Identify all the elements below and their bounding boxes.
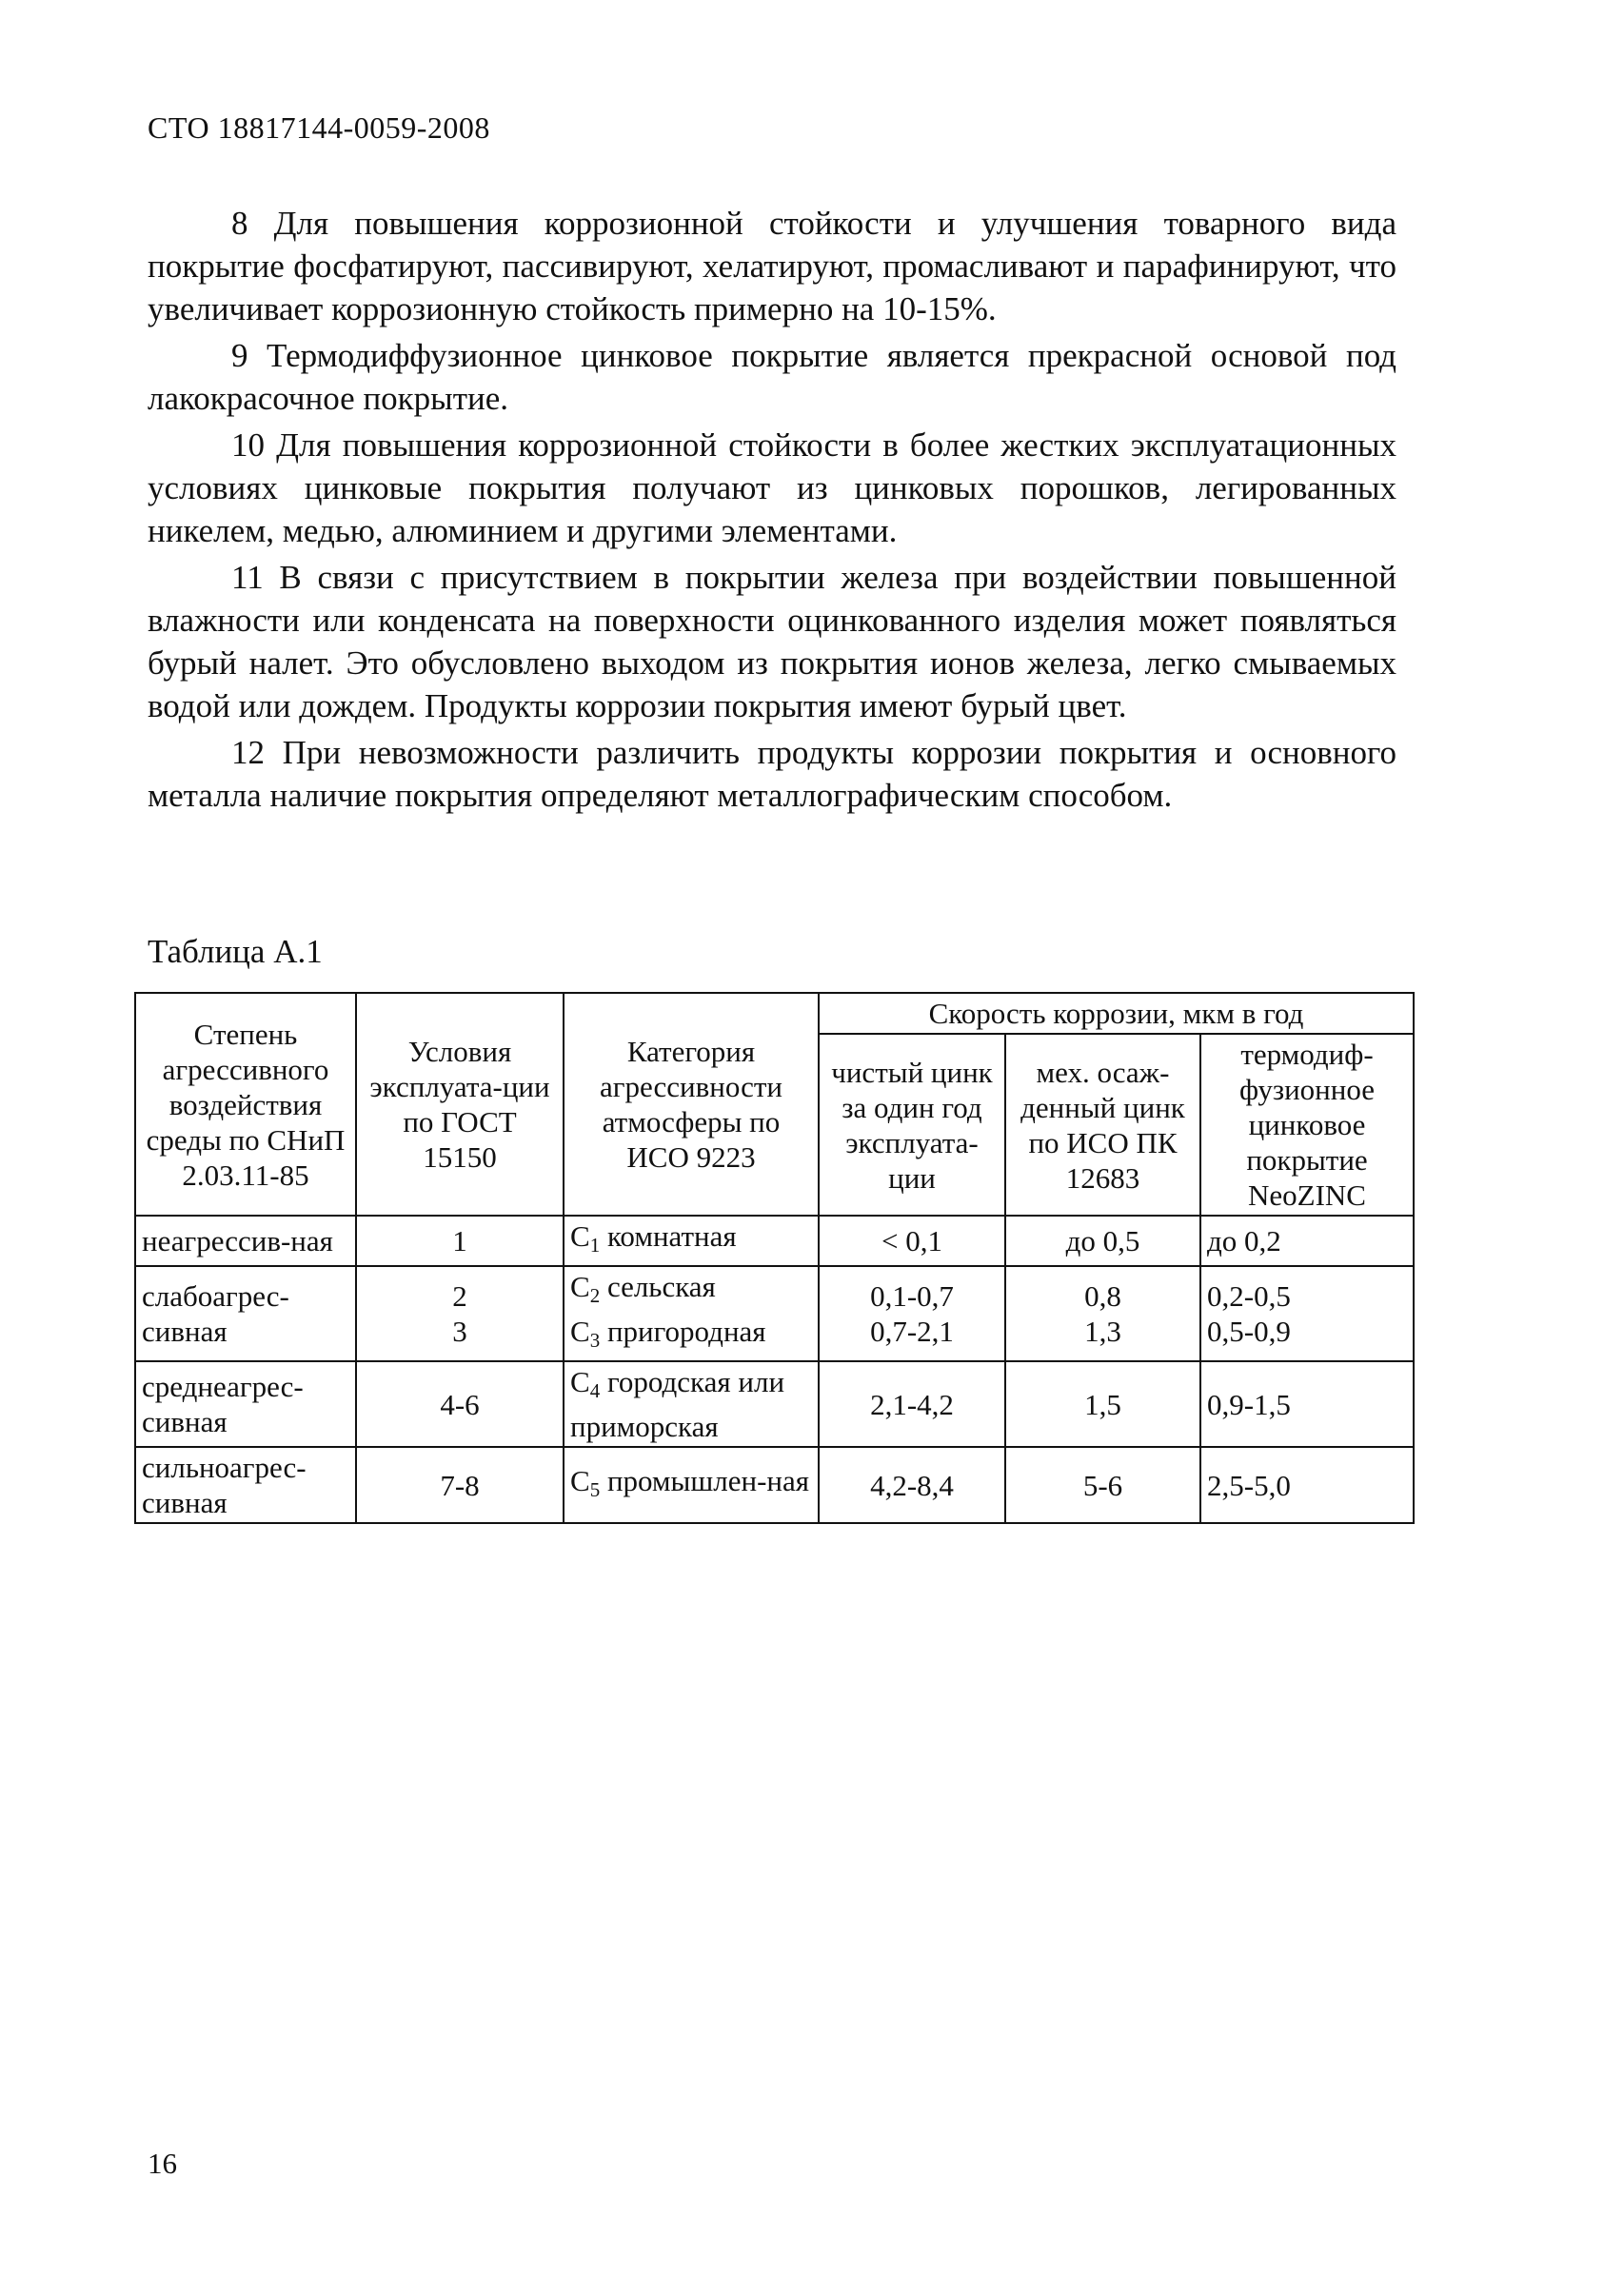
category-entry: [570, 1269, 812, 1314]
cell-pure-zinc: [819, 1266, 1005, 1361]
cell-value: 5-6: [1082, 1468, 1123, 1502]
cell-value: 7-8: [440, 1468, 480, 1502]
cell-value: 4,2-8,4: [870, 1468, 954, 1502]
category-symbol: C: [570, 1219, 590, 1253]
paragraph-8: 8 Для повышения коррозионной стойкости и улучшения товарного вида покрытие фосфатируют, пассивируют, хелатируют, промасливают и парафинируют, что увеличивает коррозионную стойкость примерно на 10-15%.: [148, 205, 1396, 327]
category-name: промышлен-ная: [606, 1463, 810, 1497]
document-code-header: СТО 18817144-0059-2008: [148, 110, 490, 145]
category-index: 5: [589, 1477, 601, 1501]
table-row: [135, 1216, 1414, 1266]
category-index: 1: [589, 1234, 601, 1257]
cell-conditions: [356, 1361, 564, 1447]
table-row: [135, 1361, 1414, 1447]
header-degree: Степень агрессивного воздействия среды по СНиП 2.03.11-85: [135, 993, 356, 1216]
cell-value: 4-6: [440, 1387, 480, 1421]
category-index: 2: [589, 1284, 601, 1307]
table-container: [134, 992, 1413, 1524]
cell-category: [564, 1216, 819, 1266]
cell-mech-zinc: [1005, 1361, 1200, 1447]
cell-value: до 0,5: [1065, 1224, 1140, 1257]
category-symbol: C: [570, 1270, 590, 1303]
cell-thermo-zinc: [1200, 1266, 1414, 1361]
cell-value: 1,5: [1084, 1387, 1121, 1421]
cell-value: 0,9-1,5: [1207, 1387, 1291, 1421]
header-pure-zinc: чистый цинк за один год эксплуата-ции: [819, 1034, 1005, 1216]
table-row: [135, 1447, 1414, 1523]
header-mech-zinc: мех. осаж-денный цинк по ИСО ПК 12683: [1005, 1034, 1200, 1216]
header-category: Категория агрессивности атмосферы по ИСО 9223: [564, 993, 819, 1216]
paragraph-12: 12 При невозможности различить продукты коррозии покрытия и основного металла наличие покрытия определяют металлографическим способом.: [148, 734, 1396, 814]
cell-value: 3: [452, 1315, 467, 1348]
cell-pure-zinc: [819, 1216, 1005, 1266]
category-entry: [570, 1314, 812, 1358]
cell-value: 1: [452, 1224, 467, 1257]
cell-category: [564, 1447, 819, 1523]
cell-value: 2: [452, 1279, 467, 1313]
cell-value: 0,2-0,5: [1207, 1279, 1291, 1313]
cell-conditions: [356, 1266, 564, 1361]
body-text: [148, 202, 1396, 821]
category-entry: [570, 1218, 812, 1263]
cell-value: 2,1-4,2: [870, 1387, 954, 1421]
cell-conditions: [356, 1447, 564, 1523]
page-number: 16: [148, 2147, 177, 2180]
cell-thermo-zinc: [1200, 1447, 1414, 1523]
cell-value: 0,1-0,7: [870, 1279, 954, 1313]
category-name: пригородная: [606, 1315, 766, 1348]
cell-mech-zinc: [1005, 1266, 1200, 1361]
cell-mech-zinc: [1005, 1216, 1200, 1266]
category-symbol: C: [570, 1365, 590, 1398]
category-entry: [570, 1463, 812, 1508]
cell-degree: неагрессив-ная: [135, 1216, 356, 1266]
paragraph-9: 9 Термодиффузионное цинковое покрытие является прекрасной основой под лакокрасочное покрытие.: [148, 337, 1396, 417]
cell-thermo-zinc: [1200, 1216, 1414, 1266]
category-index: 4: [589, 1379, 601, 1402]
category-name: городская или приморская: [570, 1365, 785, 1443]
paragraph-10: 10 Для повышения коррозионной стойкости в более жестких эксплуатационных условиях цинковые покрытия получают из цинковых порошков, легированных никелем, медью, алюминием и другими элементами.: [148, 426, 1396, 549]
cell-value: до 0,2: [1207, 1224, 1281, 1257]
cell-thermo-zinc: [1200, 1361, 1414, 1447]
table-caption: Таблица А.1: [148, 933, 323, 970]
cell-value: 2,5-5,0: [1207, 1468, 1291, 1502]
cell-pure-zinc: [819, 1361, 1005, 1447]
header-conditions: Условия эксплуата-ции по ГОСТ 15150: [356, 993, 564, 1216]
cell-degree: среднеагрес-сивная: [135, 1361, 356, 1447]
cell-category: [564, 1361, 819, 1447]
category-name: сельская: [606, 1270, 716, 1303]
cell-value: 0,7-2,1: [870, 1315, 954, 1348]
cell-value: < 0,1: [881, 1224, 942, 1257]
cell-category: [564, 1266, 819, 1361]
cell-value: 0,5-0,9: [1207, 1315, 1291, 1348]
cell-conditions: [356, 1216, 564, 1266]
category-index: 3: [589, 1329, 601, 1352]
paragraph-11: 11 В связи с присутствием в покрытии железа при воздействии повышенной влажности или конденсата на поверхности оцинкованного изделия может появляться бурый налет. Это обусловлено выходом из покрытия ионов железа, легко смываемых водой или дождем. Продукты коррозии покрытия имеют бурый цвет.: [148, 559, 1396, 724]
category-symbol: C: [570, 1315, 590, 1348]
header-thermo-zinc: термодиф-фузионное цинковое покрытие NeoZINC: [1200, 1034, 1414, 1216]
corrosion-rate-table: [134, 992, 1415, 1524]
cell-degree: слабоагрес-сивная: [135, 1266, 356, 1361]
cell-mech-zinc: [1005, 1447, 1200, 1523]
header-corrosion-rate: Скорость коррозии, мкм в год: [819, 993, 1414, 1034]
category-symbol: C: [570, 1463, 590, 1497]
cell-value: 0,8: [1084, 1279, 1121, 1313]
cell-degree: сильноагрес-сивная: [135, 1447, 356, 1523]
category-entry: [570, 1364, 812, 1444]
cell-value: 1,3: [1084, 1315, 1121, 1348]
table-body: [135, 1216, 1414, 1523]
category-name: комнатная: [606, 1219, 737, 1253]
cell-pure-zinc: [819, 1447, 1005, 1523]
table-row: [135, 1266, 1414, 1361]
